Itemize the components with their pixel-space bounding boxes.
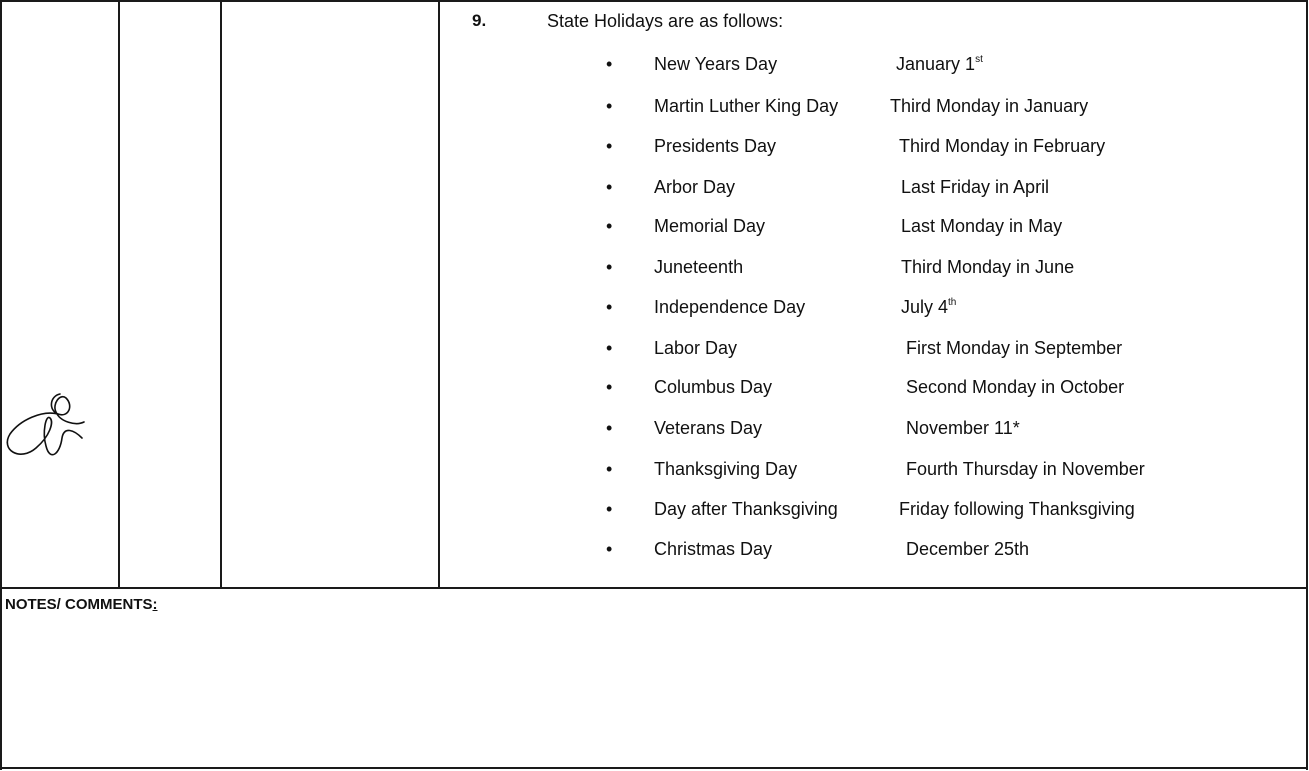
holiday-date — [899, 136, 1105, 157]
holiday-name: Memorial Day — [654, 216, 766, 236]
holiday-date — [906, 418, 1020, 439]
bullet-icon: • — [606, 177, 613, 197]
holiday-date-text: Last Monday in May — [901, 216, 1063, 236]
holiday-date-ordinal: th — [948, 297, 957, 308]
holiday-name: Martin Luther King Day — [654, 96, 839, 116]
holiday-date-text: July 4 — [901, 297, 949, 317]
bullet-icon: • — [606, 338, 613, 358]
row-divider — [0, 587, 1307, 589]
notes-comments-area[interactable] — [4, 620, 1302, 764]
column-divider-3 — [438, 0, 440, 588]
holiday-name: Veterans Day — [654, 418, 763, 438]
notes-comments-label — [5, 596, 158, 613]
notes-label-text: NOTES/ COMMENTS — [5, 596, 153, 613]
holiday-date-text: November 11* — [906, 418, 1020, 438]
holiday-name: Columbus Day — [654, 377, 773, 397]
bullet-icon: • — [606, 136, 613, 156]
holiday-date-text: January 1 — [896, 54, 976, 74]
holiday-date-text: Fourth Thursday in November — [906, 459, 1145, 479]
holiday-name: Arbor Day — [654, 177, 736, 197]
holiday-date — [906, 539, 1029, 560]
bullet-icon: • — [606, 377, 613, 397]
section-title: State Holidays are as follows: — [547, 11, 784, 31]
holiday-date — [901, 257, 1074, 278]
bullet-icon: • — [606, 216, 613, 236]
holiday-name: New Years Day — [654, 54, 778, 74]
holiday-name: Presidents Day — [654, 136, 777, 156]
holiday-date — [896, 54, 983, 75]
holiday-date-text: Last Friday in April — [901, 177, 1050, 197]
holiday-name: Christmas Day — [654, 539, 773, 559]
table-border-left — [0, 0, 2, 770]
holiday-name: Labor Day — [654, 338, 738, 358]
initials-signature — [2, 392, 92, 477]
bullet-icon: • — [606, 418, 613, 438]
bullet-icon: • — [606, 96, 613, 116]
holiday-date-ordinal: st — [975, 54, 983, 65]
column-divider-1 — [118, 0, 120, 588]
bullet-icon: • — [606, 539, 613, 559]
holiday-date — [906, 338, 1122, 359]
holiday-date-text: Third Monday in January — [890, 96, 1089, 116]
holiday-name: Day after Thanksgiving — [654, 499, 838, 519]
column-divider-2 — [220, 0, 222, 588]
table-border-right — [1306, 0, 1308, 770]
bullet-icon: • — [606, 54, 613, 74]
holiday-name: Thanksgiving Day — [654, 459, 798, 479]
table-border-bottom — [0, 767, 1307, 769]
holiday-date-text: First Monday in September — [906, 338, 1123, 358]
holiday-date-text: Third Monday in June — [901, 257, 1075, 277]
notes-label-colon: : — [152, 596, 158, 613]
holiday-date-text: Friday following Thanksgiving — [899, 499, 1135, 519]
bullet-icon: • — [606, 459, 613, 479]
holiday-date — [906, 459, 1145, 480]
table-border-top — [0, 0, 1307, 2]
section-number: 9. — [472, 11, 487, 30]
holiday-date-text: December 25th — [906, 539, 1030, 559]
holiday-date — [899, 499, 1135, 520]
bullet-icon: • — [606, 297, 613, 317]
holiday-date — [890, 96, 1088, 117]
holiday-date — [901, 177, 1049, 198]
holiday-date-text: Second Monday in October — [906, 377, 1125, 397]
holiday-date — [901, 216, 1062, 237]
holiday-name: Independence Day — [654, 297, 806, 317]
bullet-icon: • — [606, 257, 613, 277]
holiday-date-text: Third Monday in February — [899, 136, 1106, 156]
holiday-name: Juneteenth — [654, 257, 744, 277]
bullet-icon: • — [606, 499, 613, 519]
holiday-date — [901, 297, 956, 318]
holiday-date — [906, 377, 1124, 398]
